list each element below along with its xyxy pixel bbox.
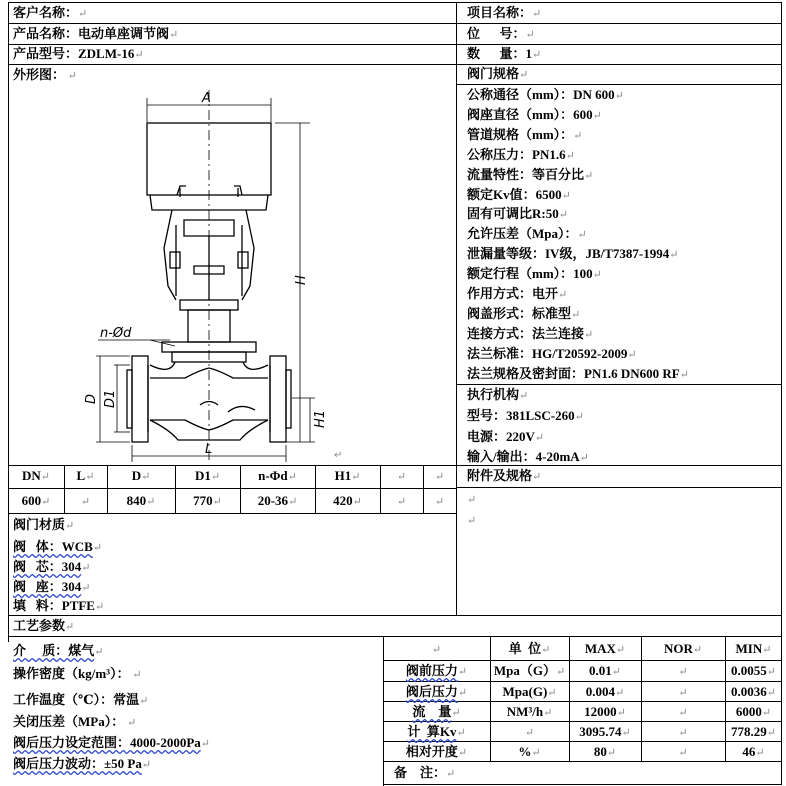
dim-header-cell: H1↵ (334, 468, 361, 483)
param-value-cell: Mpa（G）↵ (493, 663, 566, 678)
accessories-empty: ↵ (467, 494, 477, 506)
param-value-cell: ↵ (678, 707, 688, 719)
param-header-cell: MAX↵ (584, 641, 626, 656)
dim-value-cell: 600↵ (21, 493, 51, 508)
dim-value-cell: ↵ (80, 496, 91, 508)
process-temperature: 工作温度（℃）：常温↵ (13, 692, 149, 707)
actuator-io: 输入/输出：4-20mA↵ (467, 449, 589, 464)
process-fluctuation: 阀后压力波动：±50 Pa↵ (13, 756, 152, 771)
param-value-cell: 0.0036↵ (731, 684, 776, 699)
dim-label-nd: n-Ød (100, 326, 132, 341)
material-title: 阀门材质↵ (13, 517, 75, 532)
dim-value-cell: 420↵ (333, 493, 362, 508)
dim-value-cell: ↵ (434, 496, 445, 508)
process-close-dp: 关闭压差（MPa）： ↵ (13, 714, 137, 729)
material-core: 阀 芯：304↵ (13, 559, 91, 574)
valve-spec-title: 阀门规格↵ (467, 66, 529, 81)
actuator-title: 执行机构↵ (467, 387, 529, 402)
dim-value-cell: ↵ (396, 496, 407, 508)
process-set-range: 阀后压力设定范围：4000-2000Pa↵ (13, 735, 210, 750)
param-value-cell: NM³/h↵ (506, 704, 553, 719)
valve-spec-item: 流量特性：等百分比↵ (467, 166, 594, 182)
param-row-label: 相对开度↵ (405, 744, 468, 759)
material-body: 阀 体：WCB↵ (13, 539, 103, 554)
valve-spec-item: 连接方式：法兰连接↵ (467, 325, 594, 341)
param-value-cell: 778.29↵ (731, 724, 776, 739)
valve-spec-item: 公称压力：PN1.6↵ (467, 146, 575, 162)
quantity: 数 量：1↵ (467, 46, 542, 61)
valve-spec-item: 阀座直径（mm）：600↵ (467, 106, 602, 122)
left-flange (132, 356, 148, 442)
dim-header-cell: D↵ (131, 468, 151, 483)
remark-label: 备 注：↵ (394, 765, 456, 780)
product-model: 产品型号：ZDLM-16↵ (13, 46, 144, 61)
param-row-label: 流 量↵ (412, 704, 461, 719)
valve-spec-item: 额定行程（mm）：100↵ (467, 266, 602, 282)
param-value-cell: ↵ (678, 747, 688, 759)
param-header-cell: NOR↵ (663, 641, 703, 656)
valve-spec-item: 允许压差（Mpa）：↵ (467, 226, 587, 242)
valve-spec-item: 法兰规格及密封面：PN1.6 DN600 RF↵ (467, 365, 689, 381)
accessories-empty: ↵ (467, 515, 477, 527)
valve-spec-item: 固有可调比R:50↵ (467, 206, 568, 222)
param-value-cell: 0.004↵ (585, 684, 625, 699)
param-header-cell: MIN↵ (735, 641, 772, 656)
param-value-cell: 3095.74↵ (579, 724, 631, 739)
valve-spec-item: 额定Kv值：6500↵ (467, 186, 571, 202)
svg-text:↵: ↵ (334, 450, 343, 461)
dim-value-cell: 770↵ (193, 493, 222, 508)
param-value-cell: 0.0055↵ (731, 663, 776, 678)
param-value-cell: ↵ (524, 727, 535, 739)
right-flange (270, 356, 286, 442)
dim-header-cell: ↵ (434, 471, 445, 483)
outline-drawing-label: 外形图： ↵ (13, 67, 77, 82)
param-row-label: 计 算Kv↵ (407, 724, 466, 739)
dim-header-cell: L↵ (76, 468, 95, 483)
dim-header-cell: D1↵ (194, 468, 221, 483)
valve-spec-item: 阀盖形式：标准型↵ (467, 305, 581, 321)
dim-label-l: L (205, 442, 213, 457)
dim-header-cell: DN↵ (22, 468, 50, 483)
param-value-cell: 46↵ (742, 744, 765, 759)
param-value-cell: 80↵ (593, 744, 617, 759)
param-value-cell: 0.01↵ (589, 663, 621, 678)
position-number: 位 号：↵ (467, 26, 535, 41)
project-name: 项目名称：↵ (467, 5, 542, 20)
dim-value-cell: 840↵ (126, 493, 156, 508)
param-value-cell: ↵ (678, 727, 688, 739)
param-value-cell: ↵ (678, 687, 688, 699)
material-packing: 填 料：PTFE↵ (13, 598, 105, 613)
product-name: 产品名称：电动单座调节阀↵ (13, 26, 179, 41)
dim-label-d: D (84, 393, 99, 404)
param-value-cell: 12000↵ (584, 704, 626, 719)
param-value-cell: %↵ (518, 744, 541, 759)
param-value-cell: ↵ (678, 666, 688, 678)
dim-header-cell: n-Φd↵ (258, 468, 297, 483)
customer-name: 客户名称：↵ (13, 5, 88, 20)
valve-spec-item: 公称通径（mm）：DN 600↵ (467, 87, 624, 102)
accessories-title: 附件及规格↵ (467, 468, 542, 483)
param-header-cell: ↵ (431, 644, 442, 656)
process-title: 工艺参数↵ (13, 618, 75, 633)
param-value-cell: 6000↵ (735, 704, 772, 719)
valve-spec-item: 作用方式：电开↵ (467, 286, 568, 301)
dim-label-h1: H1 (313, 409, 328, 428)
process-density: 操作密度（kg/m³）： ↵ (13, 666, 142, 681)
param-header-cell: 单 位↵ (508, 641, 551, 656)
dim-label-h: H (294, 275, 309, 285)
dim-header-cell: ↵ (396, 471, 407, 483)
param-row-label: 阀后压力↵ (405, 684, 468, 699)
process-medium: 介 质：煤气↵ (13, 643, 104, 658)
actuator-power: 电源：220V↵ (467, 429, 545, 444)
dim-label-a: A (202, 91, 211, 106)
dim-label-d1: D1 (103, 389, 118, 408)
param-row-label: 阀前压力↵ (405, 663, 468, 678)
valve-spec-item: 法兰标准：HG/T20592-2009↵ (467, 345, 637, 361)
dim-value-cell: 20-36↵ (257, 493, 298, 508)
material-seat: 阀 座：304↵ (13, 579, 91, 594)
valve-spec-item: 泄漏量等级：IV级，JB/T7387-1994↵ (467, 246, 679, 262)
actuator-model: 型号：381LSC-260↵ (467, 408, 584, 423)
param-value-cell: Mpa(G)↵ (502, 684, 557, 699)
valve-spec-item: 管道规格（mm）：↵ (467, 126, 583, 142)
